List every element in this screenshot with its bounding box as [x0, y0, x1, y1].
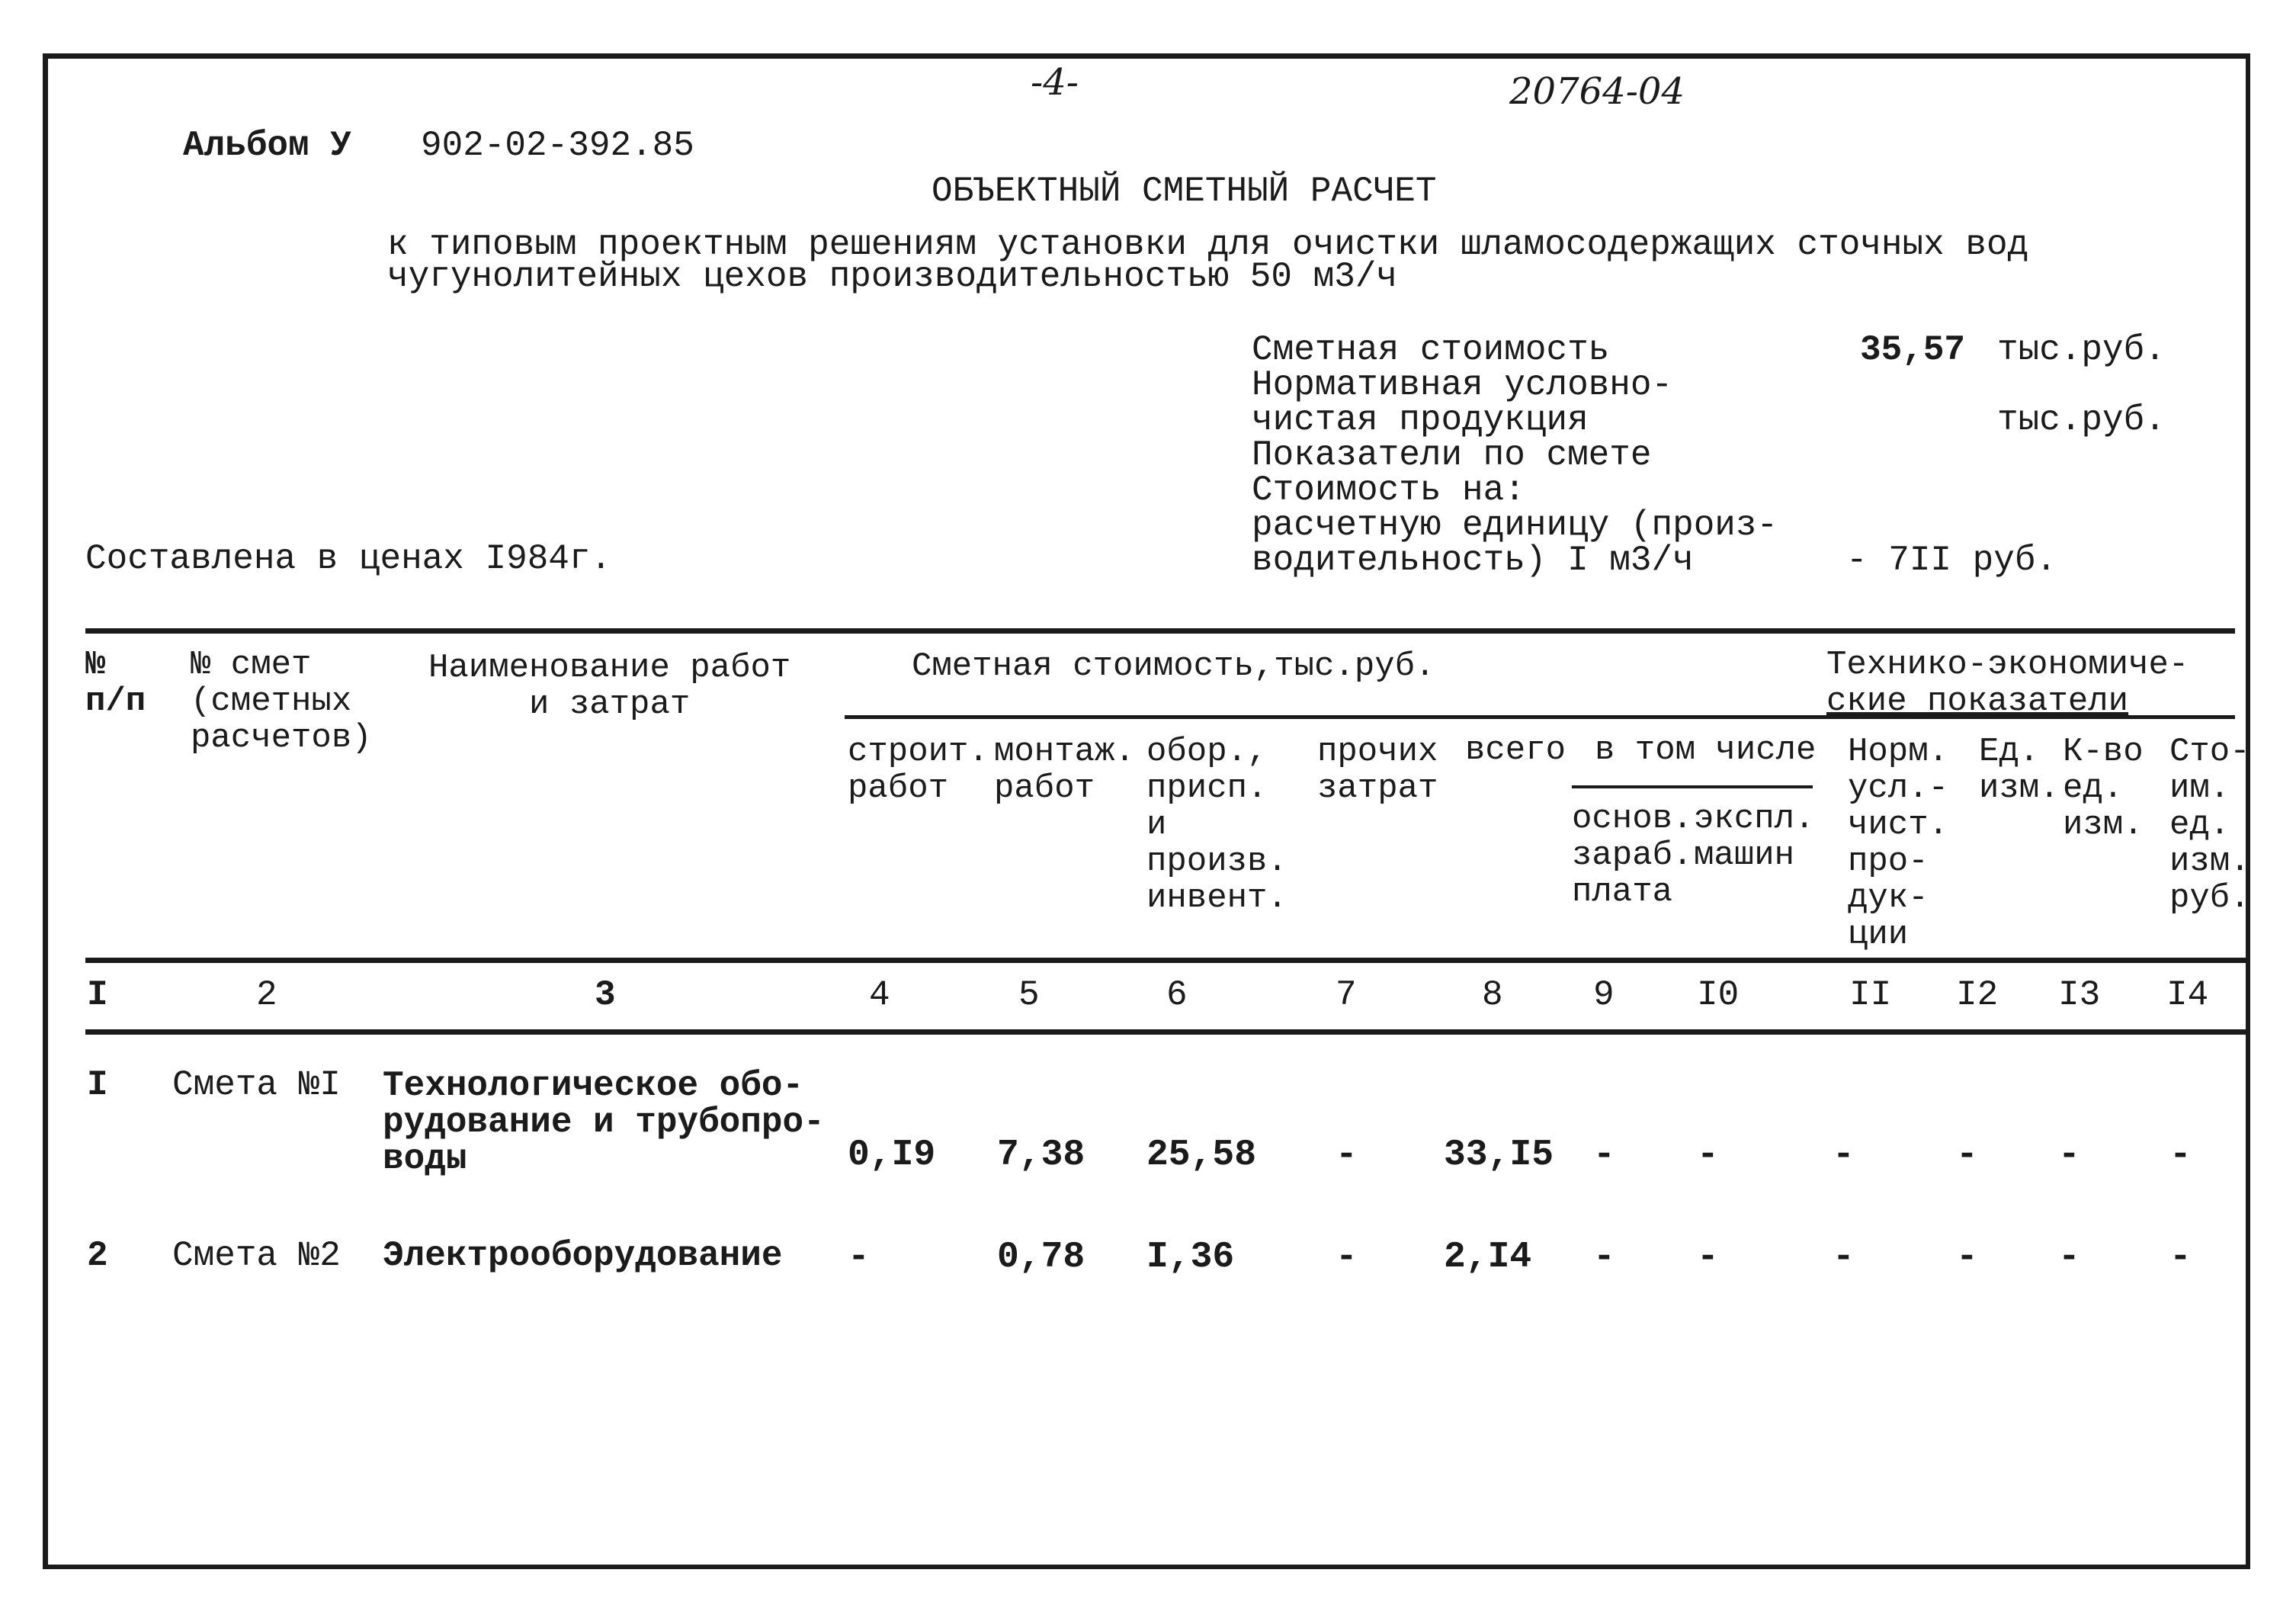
- header-col-10: экспл. машин: [1694, 800, 1815, 875]
- cost-value: 35,57: [1860, 330, 1966, 370]
- norm-label-2: чистая продукция: [1252, 400, 1589, 440]
- row-other-cost: -: [1336, 1135, 1358, 1176]
- col-number-14: I4: [2166, 975, 2209, 1015]
- cost-on-label: Стоимость на:: [1252, 470, 1525, 510]
- row-other-cost: -: [1336, 1237, 1358, 1278]
- col-number-12: I2: [1956, 975, 1999, 1015]
- row-number: I: [87, 1065, 108, 1105]
- col-number-4: 4: [869, 975, 890, 1015]
- indicators-label: Показатели по смете: [1252, 435, 1652, 475]
- norm-unit: тыс.руб.: [1997, 400, 2166, 440]
- col-number-1: I: [87, 975, 108, 1015]
- row-number: 2: [87, 1236, 108, 1276]
- subtitle-line-1: к типовым проектным решениям установки для очистки шламосодержащих сточных вод: [387, 225, 2029, 265]
- header-cost-group: Сметная стоимость,тыс.руб.: [912, 647, 1435, 685]
- row-construction-cost: -: [848, 1237, 870, 1278]
- col-number-11: II: [1849, 975, 1892, 1015]
- album-code: 902-02-392.85: [421, 126, 694, 165]
- header-col-3: Наименование работ и затрат: [428, 649, 791, 724]
- col-number-6: 6: [1166, 975, 1188, 1015]
- row-name: Электрооборудование: [383, 1236, 783, 1276]
- row-machine-cost: -: [1697, 1237, 1719, 1278]
- norm-label-1: Нормативная условно-: [1252, 365, 1673, 405]
- row-equipment-cost: 25,58: [1146, 1135, 1257, 1176]
- header-col-6: обор., присп. и произв. инвент.: [1146, 733, 1287, 917]
- header-col-4: строит. работ: [848, 733, 989, 807]
- page-number: -4-: [1031, 61, 1079, 104]
- row-base-wages: -: [1593, 1237, 1615, 1278]
- row-construction-cost: 0,I9: [848, 1135, 936, 1176]
- col-number-7: 7: [1336, 975, 1357, 1015]
- header-tech-group: Технико-экономиче- ские показатели: [1826, 646, 2189, 721]
- row-unit: -: [1956, 1237, 1978, 1278]
- header-col-8: всего: [1465, 731, 1566, 769]
- row-equipment-cost: I,36: [1146, 1237, 1235, 1278]
- header-col-14: Сто- им. ед. изм. руб.: [2169, 733, 2250, 917]
- header-col-13: К-во ед. изм.: [2063, 733, 2144, 844]
- header-including: в том числе: [1595, 731, 1817, 769]
- subtitle-line-2: чугунолитейных цехов производительностью 50 м3/ч: [387, 257, 1398, 297]
- row-unit-cost: -: [2169, 1135, 2192, 1176]
- row-unit: -: [1956, 1135, 1978, 1176]
- row-norm-product: -: [1833, 1135, 1855, 1176]
- col-number-8: 8: [1482, 975, 1503, 1015]
- unit-label-1: расчетную единицу (произ-: [1252, 506, 1778, 545]
- table-top-rule: [85, 628, 2235, 634]
- header-col-11: Норм. усл.- чист. про- дук- ции: [1848, 733, 1949, 954]
- row-installation-cost: 7,38: [997, 1135, 1085, 1176]
- cost-label: Сметная стоимость: [1252, 330, 1610, 370]
- header-col-7: прочих затрат: [1317, 733, 1438, 807]
- row-quantity: -: [2058, 1135, 2080, 1176]
- price-basis: Составлена в ценах I984г.: [85, 539, 612, 579]
- document-title: ОБЪЕКТНЫЙ СМЕТНЫЙ РАСЧЕТ: [932, 172, 1437, 211]
- cost-unit: тыс.руб.: [1997, 330, 2166, 370]
- row-machine-cost: -: [1697, 1135, 1719, 1176]
- row-unit-cost: -: [2169, 1237, 2192, 1278]
- col-number-2: 2: [256, 975, 277, 1015]
- header-bottom-rule: [85, 958, 2250, 963]
- row-estimate: Смета №I: [172, 1065, 341, 1105]
- header-col-2: № смет (сметных расчетов): [191, 646, 372, 757]
- row-quantity: -: [2058, 1237, 2080, 1278]
- header-col-5: монтаж. работ: [994, 733, 1135, 807]
- row-estimate: Смета №2: [172, 1236, 341, 1276]
- col-number-3: 3: [595, 975, 616, 1015]
- numbers-bottom-rule: [85, 1029, 2250, 1035]
- row-norm-product: -: [1833, 1237, 1855, 1278]
- col-number-5: 5: [1018, 975, 1040, 1015]
- album-label: Альбом У: [183, 126, 351, 165]
- header-col-1: № п/п: [85, 646, 146, 721]
- col-number-13: I3: [2058, 975, 2101, 1015]
- unit-label-2: водительность) I м3/ч: [1252, 541, 1694, 580]
- col-number-10: I0: [1697, 975, 1740, 1015]
- col-number-9: 9: [1593, 975, 1615, 1015]
- unit-value: - 7II руб.: [1846, 541, 2057, 580]
- row-base-wages: -: [1593, 1135, 1615, 1176]
- header-col-12: Ед. изм.: [1979, 733, 2060, 807]
- row-name: Технологическое обо- рудование и трубопро- воды: [383, 1066, 825, 1179]
- row-installation-cost: 0,78: [997, 1237, 1085, 1278]
- document-code: 20764-04: [1509, 70, 1685, 113]
- header-col-9: основ. зараб. плата: [1572, 800, 1693, 911]
- row-total-cost: 2,I4: [1444, 1237, 1532, 1278]
- incl-rule: [1572, 785, 1813, 788]
- row-total-cost: 33,I5: [1444, 1135, 1554, 1176]
